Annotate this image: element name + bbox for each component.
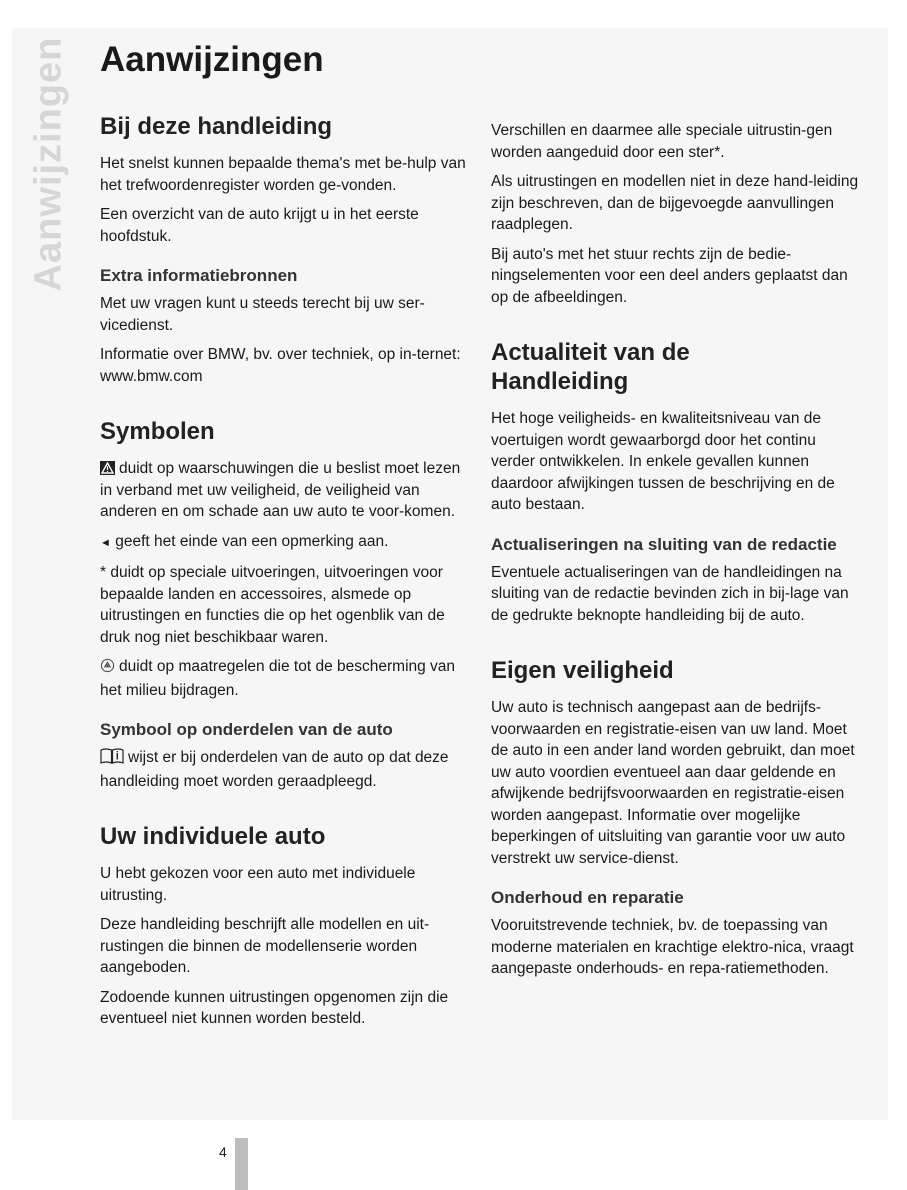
subsection-symbool-onderdelen (100, 719, 472, 792)
book-text: wijst er bij onderdelen van de auto op dat deze handleiding moet worden geraadpleegd. (100, 749, 449, 790)
page-number: 4 (219, 1144, 227, 1160)
paragraph: Bij auto's met het stuur rechts zijn de bedie-ningselementen voor een deel anders geplaatst dan op de afbeeldingen. (491, 245, 848, 306)
right-column (491, 112, 863, 988)
page-title: Aanwijzingen (100, 40, 324, 79)
paragraph-book (100, 747, 472, 792)
section-heading: Eigen veiligheid (491, 657, 674, 684)
section-heading: Symbolen (100, 418, 215, 445)
section-heading: Uw individuele auto (100, 823, 326, 850)
section-intro-continued (491, 120, 863, 308)
section-symbolen (100, 417, 472, 792)
paragraph-end-mark (100, 531, 472, 555)
paragraph: * duidt op speciale uitvoeringen, uitvoeringen voor bepaalde landen en accessoires, alsmede op uitrustingen en functies die op het ogenblik van de druk nog niet beschikbaar waren. (100, 564, 445, 646)
subsection-extra-informatiebronnen (100, 265, 472, 387)
paragraph: U hebt gekozen voor een auto met individuele uitrusting. (100, 865, 416, 904)
subsection-heading: Symbool op onderdelen van de auto (100, 720, 393, 739)
section-heading: Bij deze handleiding (100, 113, 333, 140)
end-mark-text: geeft het einde van een opmerking aan. (115, 532, 389, 550)
paragraph: Informatie over BMW, bv. over techniek, op in-ternet: www.bmw.com (100, 346, 461, 385)
warning-triangle-icon (100, 461, 115, 475)
paragraph: Uw auto is technisch aangepast aan de bedrijfs-voorwaarden en registratie-eisen van uw land. Moet de auto in een ander land worden gebruikt, dan moet uw auto voordien eventueel aan daar geldende en afwijkende bedrijfsvoorwaarden en registratie-eisen worden aangepast. Informatie over mogelijke beperkingen of uitsluiting van garantie voor uw auto verstrekt uw service-dienst. (491, 699, 855, 867)
page-marker-bar (235, 1138, 248, 1190)
paragraph-warning (100, 458, 472, 523)
section-heading-line1: Actualiteit van de (491, 339, 690, 366)
paragraph: Verschillen en daarmee alle speciale uitrustin-gen worden aangeduid door een ster*. (491, 122, 833, 161)
paragraph: Een overzicht van de auto krijgt u in het eerste hoofdstuk. (100, 206, 419, 245)
section-eigen-veiligheid (491, 656, 863, 980)
paragraph: Met uw vragen kunt u steeds terecht bij uw ser-vicedienst. (100, 295, 425, 334)
subsection-heading: Onderhoud en reparatie (491, 888, 684, 907)
side-tab-label: Aanwijzingen (27, 36, 70, 292)
left-column (100, 112, 472, 1038)
paragraph: Het hoge veiligheids- en kwaliteitsniveau van de voertuigen wordt gewaarborgd door het continu verder ontwikkelen. In enkele gevallen kunnen daardoor afwijkingen tussen de beschrijving en de auto bestaan. (491, 410, 835, 513)
section-heading-line2: Handleiding (491, 368, 629, 395)
section-bij-deze-handleiding (100, 112, 472, 387)
paragraph: Zodoende kunnen uitrustingen opgenomen zijn die eventueel niet kunnen worden besteld. (100, 988, 449, 1027)
section-uw-individuele-auto (100, 822, 472, 1030)
subsection-heading: Extra informatiebronnen (100, 266, 298, 285)
side-tab (26, 36, 72, 292)
subsection-heading: Actualiseringen na sluiting van de redactie (491, 534, 837, 554)
environment-text: duidt op maatregelen die tot de bescherming van het milieu bijdragen. (100, 658, 456, 699)
paragraph: Als uitrustingen en modellen niet in deze hand-leiding zijn beschreven, dan de bijgevoegde aanvullingen raadplegen. (491, 173, 859, 233)
paragraph-environment (100, 656, 472, 701)
subsection-actualiseringen (491, 534, 863, 627)
paragraph: Vooruitstrevende techniek, bv. de toepassing van moderne materialen en krachtige elektro-nica, vraagt aangepaste onderhouds- en repa-ratiemethoden. (491, 917, 854, 977)
recycle-icon (100, 658, 115, 680)
paragraph: Deze handleiding beschrijft alle modellen en uit-rustingen die binnen de modellenserie worden aangeboden. (100, 916, 430, 976)
section-heading (491, 338, 863, 396)
paragraph: Het snelst kunnen bepaalde thema's met be-hulp van het trefwoordenregister worden ge-vonden. (100, 155, 466, 194)
book-icon (100, 748, 124, 771)
warning-text: duidt op waarschuwingen die u beslist moet lezen in verband met uw veiligheid, de veiligheid van anderen en om schade aan uw auto te voor-komen. (100, 460, 461, 520)
subsection-onderhoud (491, 887, 863, 980)
end-mark-icon: ◄ (100, 536, 111, 549)
section-actualiteit (491, 338, 863, 626)
paragraph: Eventuele actualiseringen van de handleidingen na sluiting van de redactie bevinden zich in bij-lage van de gedrukte beknopte handleiding bij de auto. (491, 563, 849, 624)
